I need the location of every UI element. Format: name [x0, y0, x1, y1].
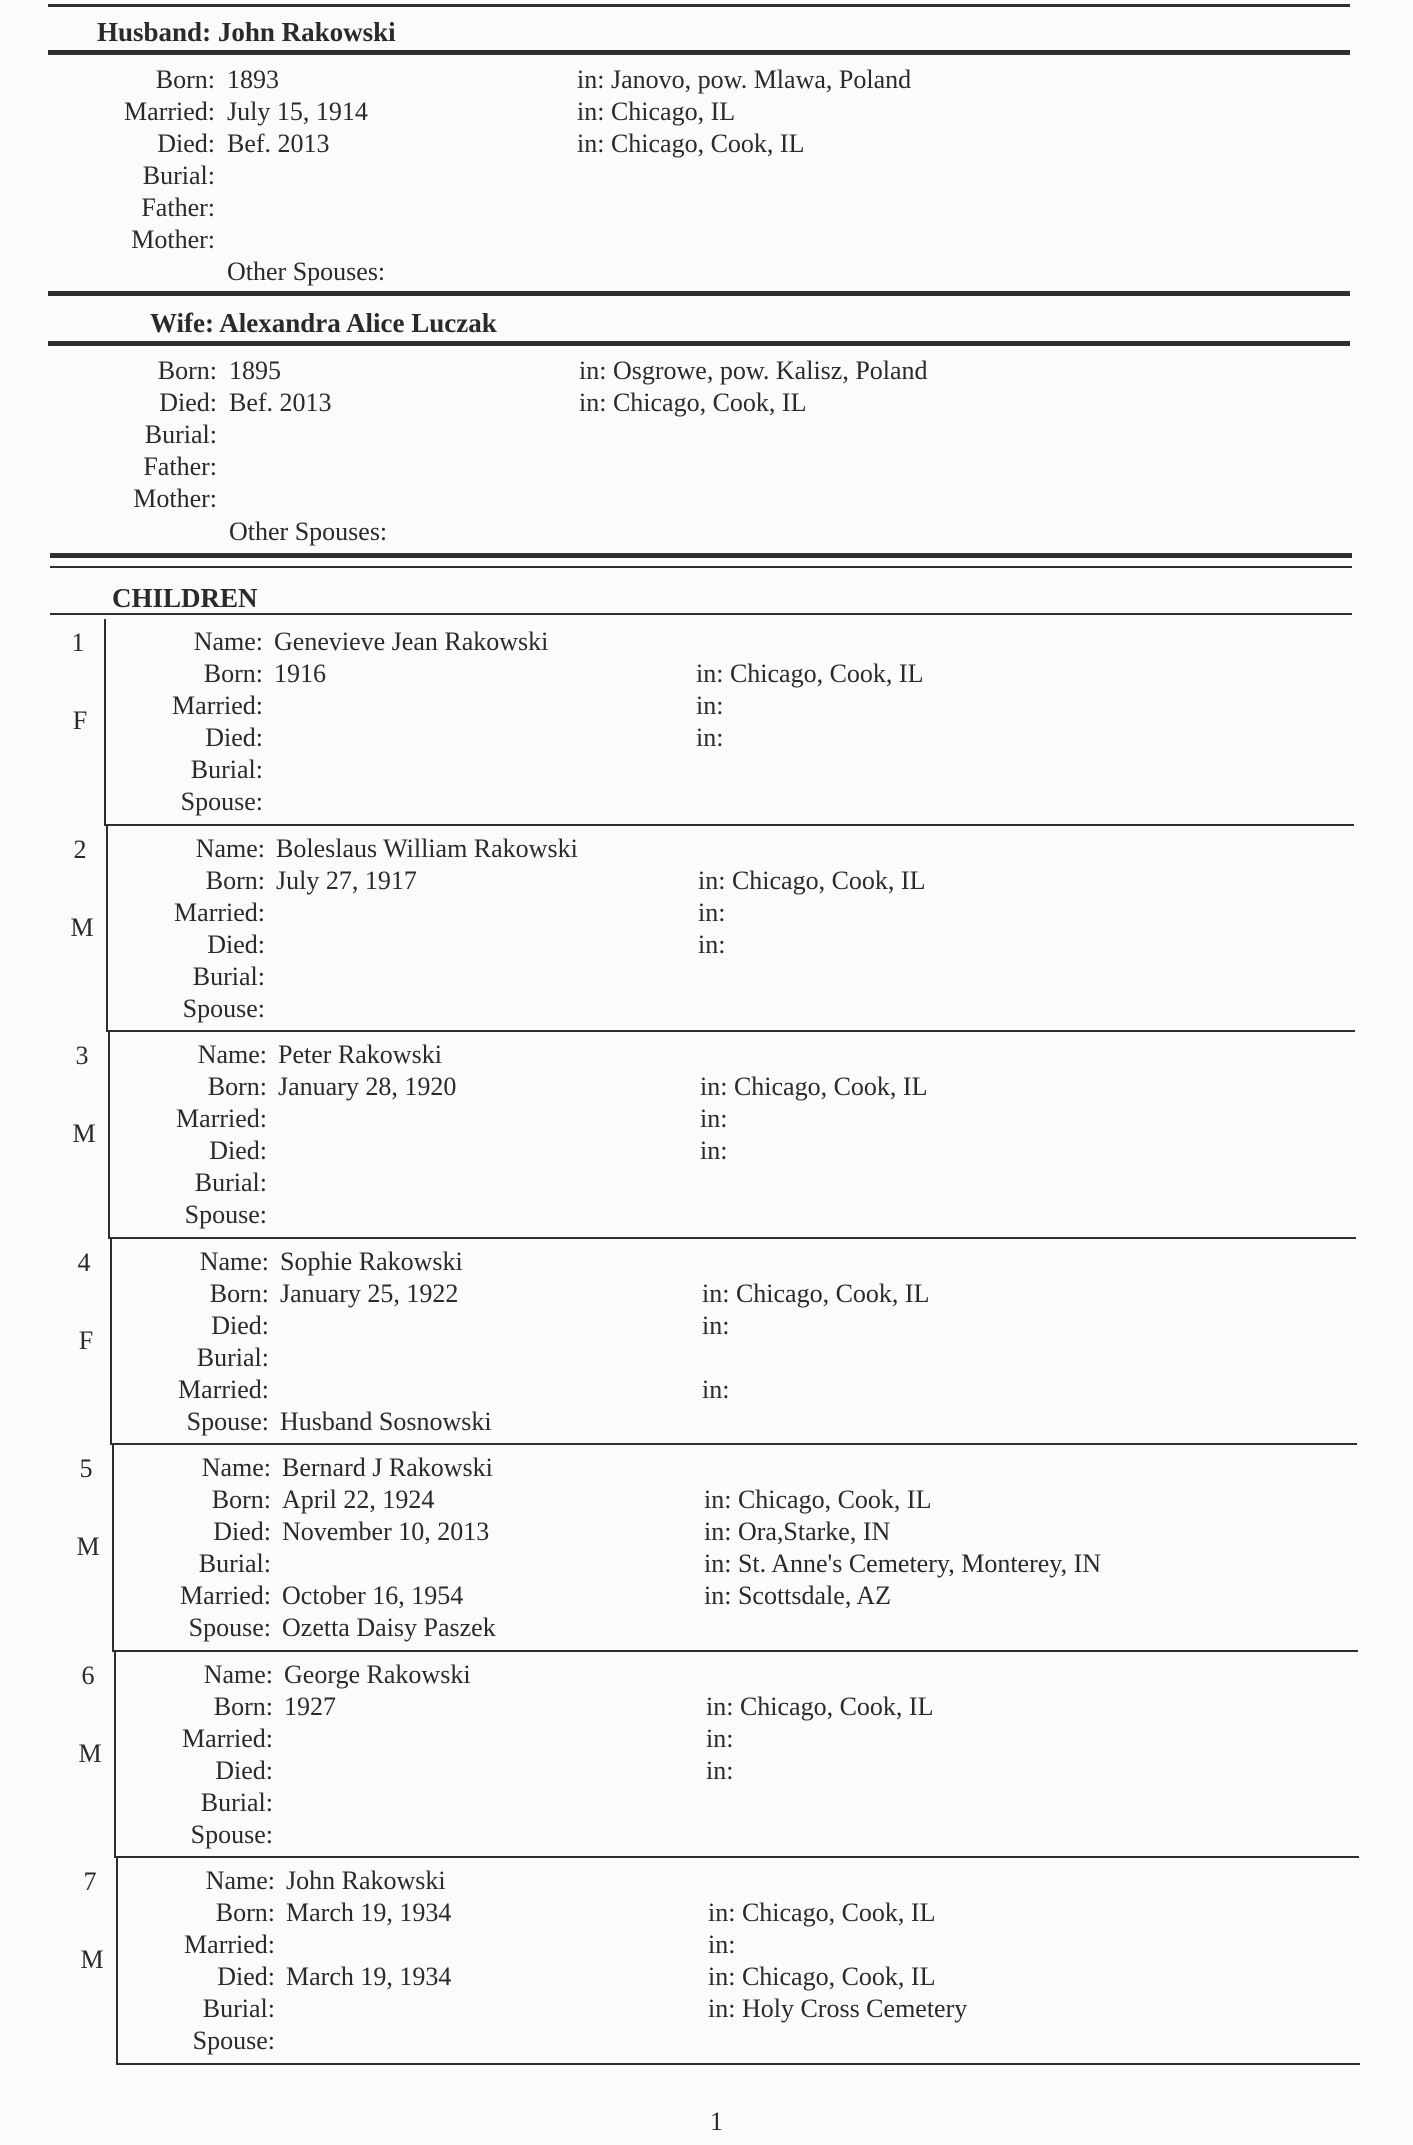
top-rule — [48, 4, 1350, 7]
child-field-place: in: Chicago, Cook, IL — [708, 1898, 936, 1927]
child-field-place: in: — [702, 1310, 730, 1340]
husband-field-place: in: Chicago, IL — [577, 97, 736, 126]
child-field-value: Boleslaus William Rakowski — [276, 833, 578, 863]
child-field-value: John Rakowski — [286, 1866, 446, 1895]
child-field-label: Married: — [176, 1104, 267, 1133]
child-field-label: Burial: — [190, 755, 263, 784]
child-field-label: Born: — [215, 1898, 275, 1927]
child-number: 6 — [81, 1660, 95, 1690]
husband-field-value: July 15, 1914 — [227, 97, 368, 126]
child-field-place: in: — [698, 929, 726, 959]
child-number: 4 — [77, 1247, 91, 1277]
child-field-label: Name: — [203, 1659, 273, 1689]
child-field-label: Burial: — [200, 1787, 273, 1817]
child-sex: M — [72, 1119, 96, 1148]
child-field-place: in: St. Anne's Cemetery, Monterey, IN — [704, 1549, 1102, 1578]
child-field-place: in: — [706, 1723, 734, 1753]
child-field-label: Spouse: — [182, 993, 265, 1023]
child-field-label: Married: — [180, 1581, 271, 1610]
child-block-rule — [114, 1856, 1359, 1858]
child-field-place: in: — [696, 691, 724, 720]
child-field-label: Spouse: — [186, 1406, 269, 1436]
child-field-value: Husband Sosnowski — [280, 1406, 492, 1436]
child-number: 5 — [79, 1454, 93, 1483]
child-field-value: July 27, 1917 — [276, 865, 417, 895]
child-field-label: Name: — [205, 1866, 275, 1895]
wife-field-label: Burial: — [144, 420, 217, 449]
child-field-place: in: Scottsdale, AZ — [704, 1581, 892, 1610]
child-field-label: Died: — [207, 929, 265, 959]
child-block-rule — [104, 824, 1354, 826]
child-field-label: Burial: — [192, 961, 265, 991]
husband-field-label: Father: — [141, 193, 215, 222]
husband-field-place: in: Janovo, pow. Mlawa, Poland — [577, 65, 912, 94]
child-sex: M — [76, 1532, 100, 1561]
child-field-place: in: — [708, 1930, 736, 1959]
child-field-place: in: Chicago, Cook, IL — [696, 659, 924, 688]
child-field-label: Born: — [209, 1278, 269, 1308]
child-field-place: in: — [698, 897, 726, 927]
child-field-label: Died: — [215, 1755, 273, 1785]
child-field-label: Died: — [211, 1310, 269, 1340]
child-field-label: Born: — [213, 1691, 273, 1721]
child-field-label: Spouse: — [190, 1819, 273, 1849]
child-field-value: Sophie Rakowski — [280, 1246, 463, 1276]
child-sex: F — [78, 1325, 94, 1355]
child-field-label: Married: — [172, 691, 263, 720]
child-field-value: Genevieve Jean Rakowski — [274, 627, 549, 656]
child-field-place: in: Chicago, Cook, IL — [702, 1278, 930, 1308]
child-field-label: Burial: — [194, 1168, 267, 1197]
wife-field-label: Died: — [159, 388, 217, 417]
wife-heading: Wife: Alexandra Alice Luczak — [150, 308, 497, 338]
child-field-label: Born: — [205, 865, 265, 895]
child-field-label: Born: — [211, 1485, 271, 1514]
children-heading-rule — [50, 613, 1352, 615]
child-field-value: October 16, 1954 — [282, 1581, 464, 1610]
child-field-value: January 25, 1922 — [280, 1278, 459, 1308]
child-field-place: in: — [706, 1755, 734, 1785]
child-number: 1 — [71, 628, 85, 657]
husband-field-value: 1893 — [227, 65, 279, 94]
child-field-label: Born: — [203, 659, 263, 688]
child-field-label: Name: — [197, 1040, 267, 1069]
wife-field-place: in: Osgrowe, pow. Kalisz, Poland — [579, 356, 928, 385]
child-field-place: in: Chicago, Cook, IL — [706, 1691, 934, 1721]
child-field-label: Married: — [178, 1374, 269, 1404]
husband-field-label: Died: — [157, 129, 215, 158]
child-field-value: George Rakowski — [284, 1659, 471, 1689]
wife-field-value: 1895 — [229, 356, 281, 385]
husband-field-value: Bef. 2013 — [227, 129, 330, 158]
child-field-place: in: — [696, 723, 724, 752]
child-field-value: November 10, 2013 — [282, 1517, 490, 1546]
child-field-value: March 19, 1934 — [286, 1898, 452, 1927]
child-field-value: Ozetta Daisy Paszek — [282, 1613, 496, 1642]
child-field-place: in: Ora,Starke, IN — [704, 1517, 891, 1546]
child-field-place: in: Chicago, Cook, IL — [700, 1072, 928, 1101]
husband-field-label: Born: — [155, 65, 215, 94]
husband-heading-rule — [48, 50, 1350, 55]
child-field-label: Name: — [193, 627, 263, 656]
child-field-place: in: Chicago, Cook, IL — [708, 1962, 936, 1991]
child-field-value: April 22, 1924 — [282, 1485, 435, 1514]
child-field-label: Spouse: — [184, 1200, 267, 1229]
child-field-place: in: — [700, 1136, 728, 1165]
children-top-rule-thick — [50, 553, 1352, 558]
child-field-label: Name: — [195, 833, 265, 863]
child-field-label: Died: — [217, 1962, 275, 1991]
child-field-value: January 28, 1920 — [278, 1072, 457, 1101]
child-field-value: March 19, 1934 — [286, 1962, 452, 1991]
child-number: 7 — [83, 1867, 97, 1896]
wife-heading-rule — [48, 341, 1350, 346]
wife-other-spouses: Other Spouses: — [229, 517, 388, 546]
child-block-rule — [106, 1030, 1355, 1032]
child-field-label: Died: — [213, 1517, 271, 1546]
child-field-value: Peter Rakowski — [278, 1040, 442, 1069]
child-field-label: Burial: — [202, 1994, 275, 2023]
wife-field-label: Mother: — [133, 484, 217, 513]
child-field-place: in: — [702, 1374, 730, 1404]
child-block-rule — [108, 1237, 1356, 1239]
child-field-value: 1916 — [274, 659, 326, 688]
husband-field-label: Mother: — [131, 225, 215, 254]
husband-field-place: in: Chicago, Cook, IL — [577, 129, 805, 158]
child-field-label: Burial: — [196, 1342, 269, 1372]
child-number: 3 — [75, 1041, 89, 1070]
children-heading: CHILDREN — [112, 583, 258, 613]
child-number: 2 — [73, 834, 87, 864]
child-field-label: Name: — [199, 1246, 269, 1276]
child-field-label: Spouse: — [180, 787, 263, 816]
child-field-label: Burial: — [198, 1549, 271, 1578]
husband-other-spouses: Other Spouses: — [227, 257, 386, 286]
child-field-place: in: — [700, 1104, 728, 1133]
child-field-label: Born: — [207, 1072, 267, 1101]
child-sex: M — [70, 912, 94, 942]
wife-top-rule — [48, 291, 1350, 296]
child-field-label: Name: — [201, 1453, 271, 1482]
child-field-label: Married: — [184, 1930, 275, 1959]
child-field-label: Married: — [182, 1723, 273, 1753]
child-field-label: Spouse: — [192, 2026, 275, 2055]
husband-field-label: Burial: — [142, 161, 215, 190]
child-field-place: in: Chicago, Cook, IL — [704, 1485, 932, 1514]
wife-field-label: Father: — [143, 452, 217, 481]
child-field-label: Spouse: — [188, 1613, 271, 1642]
child-block-rule — [110, 1443, 1357, 1445]
child-sex: M — [78, 1738, 102, 1768]
child-field-value: 1927 — [284, 1691, 336, 1721]
wife-field-label: Born: — [157, 356, 217, 385]
child-sex: M — [80, 1945, 104, 1974]
wife-field-value: Bef. 2013 — [229, 388, 332, 417]
child-field-label: Married: — [174, 897, 265, 927]
child-block-rule — [112, 1650, 1358, 1652]
wife-field-place: in: Chicago, Cook, IL — [579, 388, 807, 417]
child-field-place: in: Chicago, Cook, IL — [698, 865, 926, 895]
child-sex: F — [72, 706, 88, 735]
child-field-place: in: Holy Cross Cemetery — [708, 1994, 968, 2023]
children-top-rule-thin — [50, 566, 1352, 568]
child-field-label: Died: — [205, 723, 263, 752]
child-block-rule — [116, 2063, 1360, 2065]
husband-heading: Husband: John Rakowski — [97, 17, 396, 47]
child-field-label: Died: — [209, 1136, 267, 1165]
husband-field-label: Married: — [124, 97, 215, 126]
child-field-value: Bernard J Rakowski — [282, 1453, 493, 1482]
page-number: 1 — [710, 2107, 723, 2136]
